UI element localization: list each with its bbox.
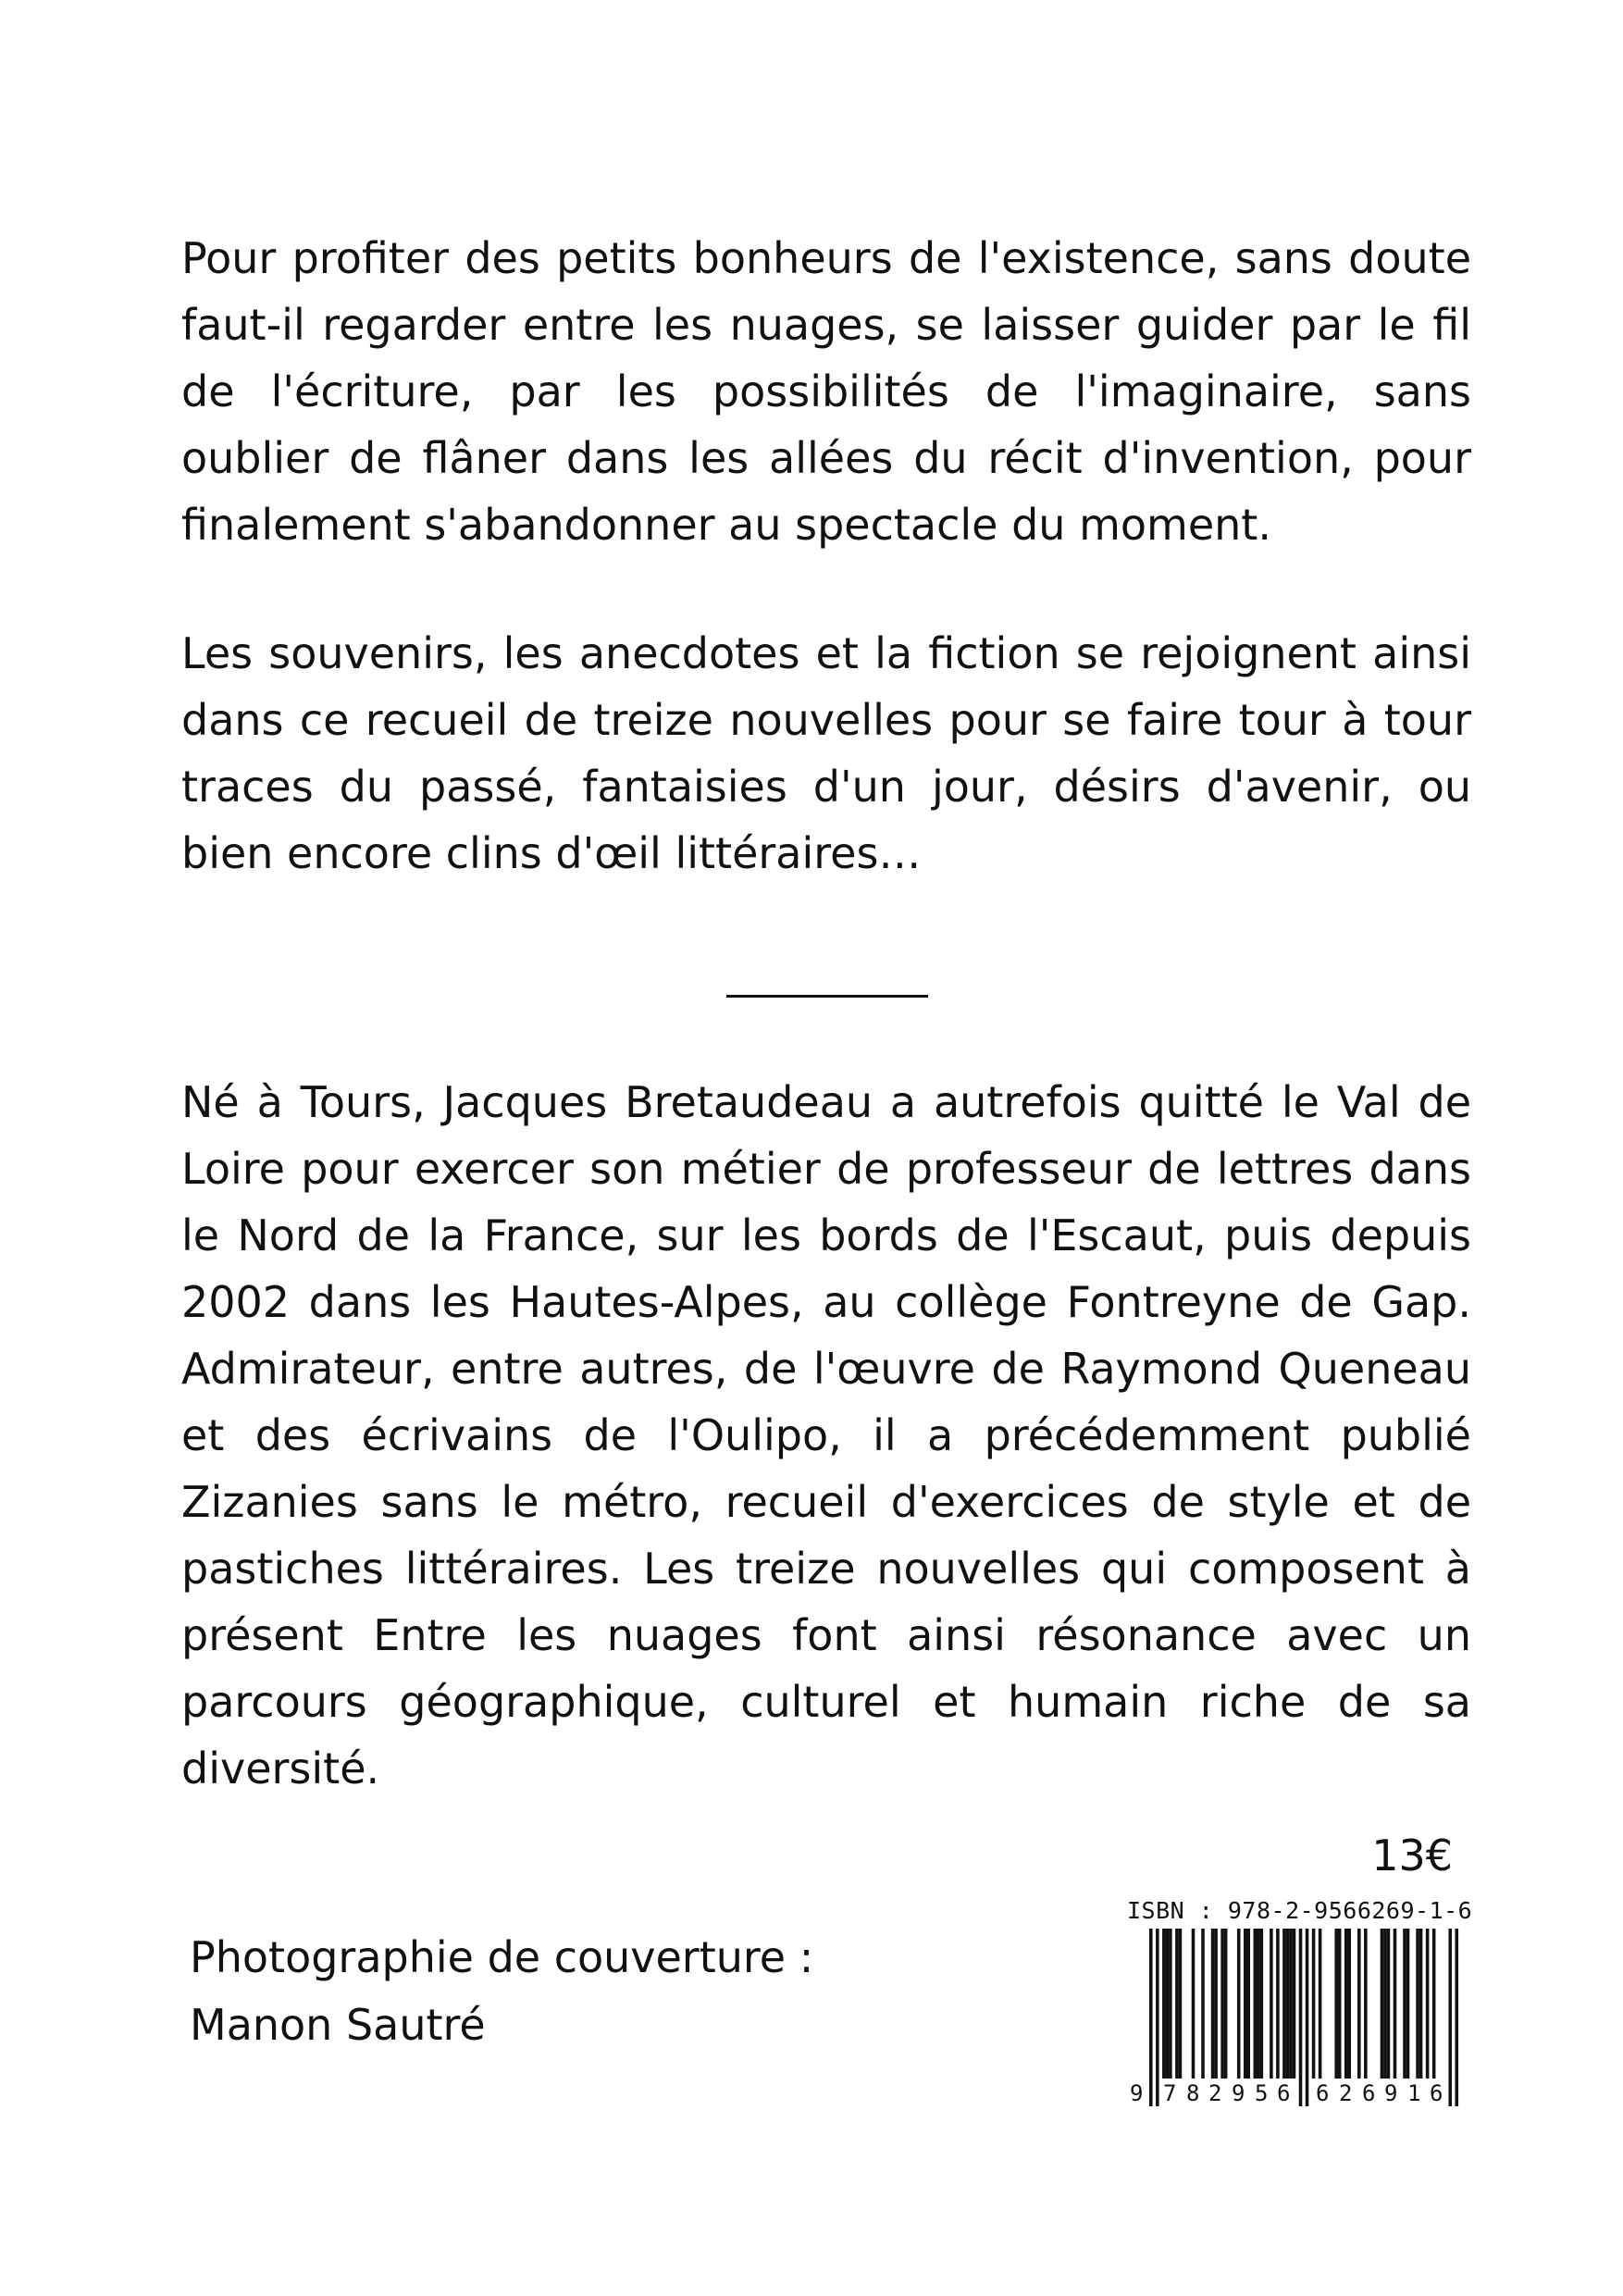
barcode-digit: 9 (1384, 2080, 1398, 2106)
barcode-digit: 8 (1186, 2080, 1200, 2106)
barcode-bar (1257, 1929, 1260, 2079)
barcode-bar (1246, 1929, 1250, 2079)
barcode-bar (1214, 1929, 1218, 2079)
photo-credit-label: Photographie de couverture : (190, 1932, 814, 1982)
barcode-bar (1338, 1929, 1342, 2079)
barcode-bar (1169, 1929, 1172, 2079)
blurb-paragraph-2: Les souvenirs, les anecdotes et la fiction se rejoignent ainsi dans ce recueil de treize nouvelles pour se faire tour à tour traces du passé, fantaisies d'un jour, désirs d'avenir, ou bien encore clins d'œil littéraires… (181, 628, 1471, 878)
barcode-bar (1282, 1929, 1286, 2079)
barcode-digit: 9 (1232, 2080, 1245, 2106)
section-divider (726, 995, 928, 998)
barcode-bar (1387, 1929, 1391, 2079)
barcode-bar (1237, 1929, 1241, 2079)
barcode-bar (1357, 1929, 1361, 2079)
barcode-bar (1179, 1929, 1183, 2079)
barcode-bar (1319, 1929, 1322, 2079)
barcode-digit: 2 (1208, 2080, 1222, 2106)
barcode-digit: 1 (1407, 2080, 1421, 2106)
barcode-bar (1201, 1929, 1205, 2079)
isbn-barcode (1127, 1897, 1473, 2110)
barcode-digits (1127, 2079, 1462, 2110)
barcode-digit: 5 (1255, 2080, 1269, 2106)
barcode-digit: 6 (1430, 2080, 1443, 2106)
blurb-paragraph-1: Pour profiter des petits bonheurs de l'existence, sans doute faut-il regarder entre les nuages, se laisser guider par le fil de l'écriture, par les possibilités de l'imaginaire, sans oublier de flâner dans les allées du récit d'invention, pour finalement s'abandonner au spectacle du moment. (181, 233, 1471, 550)
barcode-bar (1162, 1929, 1166, 2079)
barcode-bar (1419, 1929, 1423, 2079)
barcode-bar (1270, 1929, 1273, 2079)
barcode-bar (1394, 1929, 1397, 2079)
barcode-bar (1244, 1929, 1247, 2079)
barcode-digit: 6 (1362, 2080, 1376, 2106)
barcode-bar (1192, 1929, 1196, 2079)
barcode-bar (1383, 1929, 1387, 2079)
barcode-bar (1276, 1929, 1280, 2079)
barcode-bar (1286, 1929, 1290, 2079)
barcode-bar (1406, 1929, 1410, 2079)
barcode-bar (1220, 1929, 1224, 2079)
barcode-bar (1224, 1929, 1228, 2079)
isbn-label: ISBN : 978-2-9566269-1-6 (1127, 1897, 1473, 1924)
barcode-digit: 6 (1316, 2080, 1330, 2106)
barcode-bar (1289, 1929, 1293, 2079)
barcode-bar (1416, 1929, 1419, 2079)
barcode-digit: 2 (1339, 2080, 1353, 2106)
price-label: 13€ (1371, 1831, 1453, 1880)
barcode-digit: 7 (1163, 2080, 1177, 2106)
barcode-bar (1254, 1929, 1258, 2079)
barcode-digit: 6 (1277, 2080, 1291, 2106)
barcode-bar (1211, 1929, 1215, 2079)
barcode-bar (1293, 1929, 1296, 2079)
barcode-bar (1260, 1929, 1264, 2079)
barcode-bar (1432, 1929, 1436, 2079)
barcode-bar (1175, 1929, 1179, 2079)
barcode-bar (1312, 1929, 1316, 2079)
barcode-bar (1381, 1929, 1384, 2079)
barcode-bar (1334, 1929, 1338, 2079)
barcode-bar (1403, 1929, 1406, 2079)
barcode-digit: 9 (1130, 2080, 1144, 2106)
barcode-bar (1344, 1929, 1348, 2079)
barcode-bar (1166, 1929, 1170, 2079)
barcode-bar (1426, 1929, 1430, 2079)
barcode-bar (1347, 1929, 1351, 2079)
author-bio-paragraph: Né à Tours, Jacques Bretaudeau a autrefois quitté le Val de Loire pour exercer son métier de professeur de lettres dans le Nord de la France, sur les bords de l'Escaut, puis depuis 2002 dans les Hautes-Alpes, au collège Fontreyne de Gap. Admirateur, entre autres, de l'œuvre de Raymond Queneau et des écrivains de l'Oulipo, il a précédemment publié Zizanies sans le métro, recueil d'exercices de style et de pastiches littéraires. Les treize nouvelles qui composent à présent Entre les nuages font ainsi résonance avec un parcours géographique, culturel et humain riche de sa diversité. (181, 1077, 1471, 1793)
barcode-bar (1364, 1929, 1368, 2079)
photo-credit-name: Manon Sautré (190, 2000, 486, 2050)
